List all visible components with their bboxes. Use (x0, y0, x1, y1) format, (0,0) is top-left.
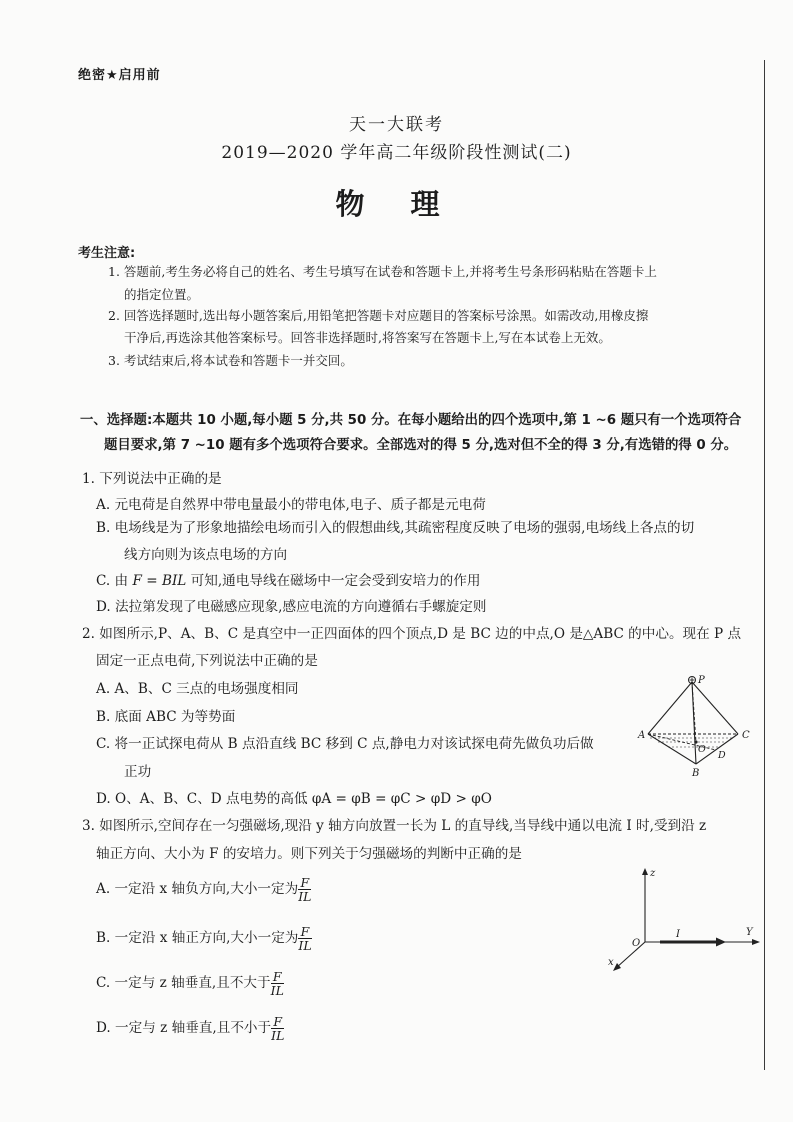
notice-item: 的指定位置。 (124, 287, 200, 302)
label-o: O (698, 744, 706, 755)
section-heading-line1: 一、选择题:本题共 10 小题,每小题 5 分,共 50 分。在每小题给出的四个选项中,第 1 ~6 题只有一个选项符合 (80, 413, 742, 428)
q1-option-d: D. 法拉第发现了电磁感应现象,感应电流的方向遵循右手螺旋定则 (96, 599, 487, 615)
edge-pa (648, 682, 692, 734)
tetrahedron-figure (636, 672, 766, 780)
label-o: O (632, 938, 641, 949)
q1-option-c: C. 由 F = BIL 可知,通电导线在磁场中一定会受到安培力的作用 (96, 573, 481, 589)
q3-option-a: A. 一定沿 x 轴负方向,大小一定为 $\frac{F}{IL}$ (96, 875, 312, 904)
q2-option-c: C. 将一正试探电荷从 B 点沿直线 BC 移到 C 点,静电力对该试探电荷先做负功后做 (96, 736, 594, 752)
notice-item: 干净后,再选涂其他答案标号。回答非选择题时,将答案写在答题卡上,写在本试卷上无效。 (124, 330, 611, 345)
edge-ab (648, 734, 696, 764)
formula: F = BIL (132, 573, 187, 589)
fraction-f-over-il: $\frac{F}{IL}$ (298, 875, 312, 904)
label-i: I (676, 929, 680, 940)
notice-item: 1. 答题前,考生务必将自己的姓名、考生号填写在试卷和答题卡上,并将考生号条形码粘贴在答题卡上 (108, 264, 657, 279)
q3-option-c: C. 一定与 z 轴垂直,且不大于 $\frac{F}{IL}$ (96, 969, 284, 998)
label-y: Y (746, 927, 753, 938)
q3-option-d: D. 一定与 z 轴垂直,且不小于 $\frac{F}{IL}$ (96, 1014, 285, 1043)
q2-stem-cont: 固定一正点电荷,下列说法中正确的是 (96, 653, 318, 669)
q1-option-b: B. 电场线是为了形象地描绘电场而引入的假想曲线,其疏密程度反映了电场的强弱,电场线上各点的切 (96, 520, 695, 536)
current-arrow (716, 938, 726, 947)
label-a: A (638, 730, 646, 741)
q3-option-b: B. 一定沿 x 轴正方向,大小一定为 $\frac{F}{IL}$ (96, 924, 312, 953)
q2-option-b: B. 底面 ABC 为等势面 (96, 709, 236, 725)
label-d: D (718, 750, 726, 761)
fraction-f-over-il: $\frac{F}{IL}$ (298, 924, 312, 953)
q1-option-b-cont: 线方向则为该点电场的方向 (124, 547, 288, 563)
label-c: C (742, 730, 750, 741)
section-heading (80, 408, 760, 458)
notice-item: 3. 考试结束后,将本试卷和答题卡一并交回。 (108, 353, 353, 368)
fraction-f-over-il: $\frac{F}{IL}$ (271, 1014, 285, 1043)
subject-title: 物 理 (335, 187, 458, 221)
q2-option-a: A. A、B、C 三点的电场强度相同 (96, 681, 299, 697)
label-z: z (650, 868, 656, 879)
label-b: B (692, 768, 700, 779)
section-heading-line2: 题目要求,第 7 ~10 题有多个选项符合要求。全部选对的得 5 分,选对但不全的得 3 分,有选错的得 0 分。 (104, 438, 738, 453)
q3-stem: 3. 如图所示,空间存在一匀强磁场,现沿 y 轴方向放置一长为 L 的直导线,当导线中通以电流 I 时,受到沿 z (82, 818, 707, 834)
q3-stem-cont: 轴正方向、大小为 F 的安培力。则下列关于匀强磁场的判断中正确的是 (96, 846, 522, 862)
confidential-label: 绝密★启用前 (78, 68, 161, 83)
q1-stem: 1. 下列说法中正确的是 (82, 471, 222, 487)
edge-pc (692, 682, 738, 734)
notice-item: 2. 回答选择题时,选出每小题答案后,用铅笔把答题卡对应题目的答案标号涂黑。如需改动,用橡皮擦 (108, 308, 649, 323)
x-axis (616, 942, 645, 968)
q1-option-a: A. 元电荷是自然界中带电量最小的带电体,电子、质子都是元电荷 (96, 497, 486, 513)
q2-option-d: D. O、A、B、C、D 点电势的高低 φA = φB = φC > φD > φO (96, 791, 492, 807)
label-p: P (698, 675, 705, 686)
notice-title: 考生注意: (78, 246, 136, 261)
q2-stem: 2. 如图所示,P、A、B、C 是真空中一正四面体的四个顶点,D 是 BC 边的中点,O 是△ABC 的中心。现在 P 点 (82, 626, 742, 642)
exam-title: 2019—2020 学年高二年级阶段性测试(二) (221, 143, 572, 163)
label-x: x (608, 957, 614, 968)
axes-figure (600, 862, 770, 977)
q2-option-c-cont: 正功 (124, 764, 152, 780)
exam-organizer: 天一大联考 (349, 115, 444, 135)
fraction-f-over-il: $\frac{F}{IL}$ (270, 969, 284, 998)
